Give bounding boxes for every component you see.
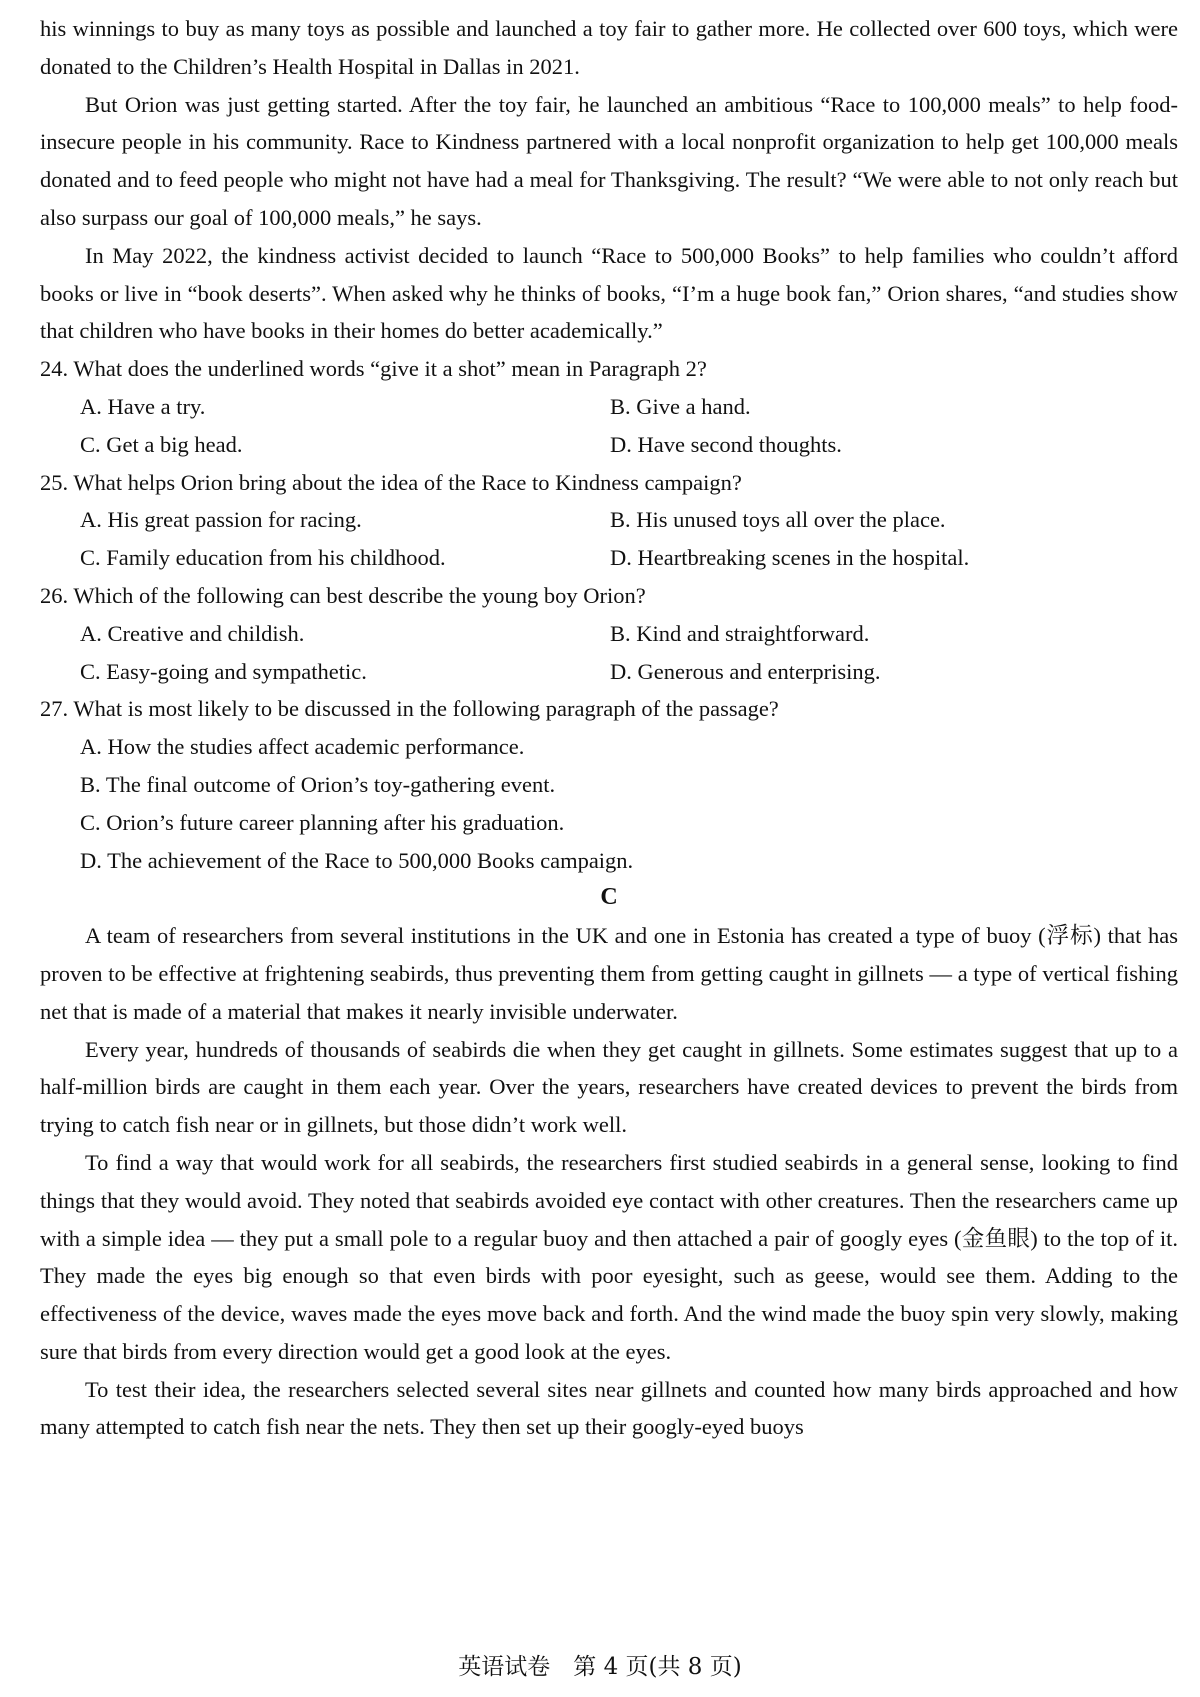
- passage-c-paragraph-4: To test their idea, the researchers selected several sites near gillnets and counted how many birds approached and how many attempted to catch fish near the nets. They then set up their googly-eyed buoys: [40, 1376, 1178, 1440]
- option-b: B. His unused toys all over the place.: [610, 507, 946, 533]
- option-d: D. Have second thoughts.: [610, 431, 842, 457]
- option-row: [40, 615, 1178, 653]
- option-row: [40, 388, 1178, 426]
- question-26: [40, 577, 1178, 690]
- option-c: C. Orion’s future career planning after his graduation.: [80, 809, 565, 835]
- option-row: [40, 426, 1178, 464]
- option-b: B. Kind and straightforward.: [610, 620, 870, 646]
- option-c: C. Family education from his childhood.: [80, 545, 446, 571]
- exam-page: [40, 10, 1178, 1446]
- page-footer: 英语试卷 第 4 页(共 8 页): [458, 1654, 742, 1680]
- option-d: D. The achievement of the Race to 500,000 Books campaign.: [80, 847, 634, 873]
- option-a: A. How the studies affect academic performance.: [80, 734, 525, 760]
- option-d: D. Generous and enterprising.: [610, 658, 881, 684]
- passage-b-paragraph-race-to-meals: But Orion was just getting started. After the toy fair, he launched an ambitious “Race to 100,000 meals” to help food-insecure people in his community. Race to Kindness partnered with a local nonprofit organization to help get 100,000 meals donated and to feed people who might not have had a meal for Thanksgiving. The result? “We were able to not only reach but also surpass our goal of 100,000 meals,” he says.: [40, 91, 1178, 230]
- passage-c-paragraph-1: A team of researchers from several institutions in the UK and one in Estonia has created a type of buoy (浮标) that has proven to be effective at frightening seabirds, thus preventing them from getting caught in gillnets — a type of vertical fishing net that is made of a material that makes it nearly invisible underwater.: [40, 923, 1178, 1024]
- option-row: [40, 539, 1178, 577]
- option-a: A. Have a try.: [80, 393, 206, 419]
- question-25: [40, 464, 1178, 577]
- passage-b-paragraph-race-to-books: In May 2022, the kindness activist decided to launch “Race to 500,000 Books” to help families who couldn’t afford books or live in “book deserts”. When asked why he thinks of books, “I’m a huge book fan,” Orion shares, “and studies show that children who have books in their homes do better academically.”: [40, 242, 1178, 344]
- option-a: A. His great passion for racing.: [80, 507, 362, 533]
- question-stem: 27. What is most likely to be discussed in the following paragraph of the passage?: [40, 696, 779, 722]
- passage-c-paragraph-3: To find a way that would work for all seabirds, the researchers first studied seabirds in a general sense, looking to find things that they would avoid. They noted that seabirds avoided eye contact with other creatures. Then the researchers came up with a simple idea — they put a small pole to a regular buoy and then attached a pair of googly eyes (金鱼眼) to the top of it. They made the eyes big enough so that even birds with poor eyesight, such as geese, would see them. Adding to the effectiveness of the device, waves made the eyes move back and forth. And the wind made the buoy spin very slowly, making sure that birds from every direction would get a good look at the eyes.: [40, 1149, 1178, 1364]
- passage-c-paragraph-2: Every year, hundreds of thousands of seabirds die when they get caught in gillnets. Some estimates suggest that up to a half-million birds are caught in them each year. Over the years, researchers have created devices to prevent the birds from trying to catch fish near or in gillnets, but those didn’t work well.: [40, 1036, 1178, 1138]
- option-c: C. Get a big head.: [80, 431, 243, 457]
- passage-b-paragraph-continued: his winnings to buy as many toys as possible and launched a toy fair to gather more. He collected over 600 toys, which were donated to the Children’s Health Hospital in Dallas in 2021.: [40, 16, 1178, 79]
- question-24: [40, 350, 1178, 463]
- option-row: [40, 501, 1178, 539]
- option-b: B. The final outcome of Orion’s toy-gathering event.: [80, 771, 556, 797]
- option-c: C. Easy-going and sympathetic.: [80, 658, 367, 684]
- section-heading-c: C: [600, 884, 618, 911]
- question-27: [40, 690, 1178, 879]
- question-stem: 24. What does the underlined words “give it a shot” mean in Paragraph 2?: [40, 356, 707, 382]
- question-stem: 26. Which of the following can best describe the young boy Orion?: [40, 582, 646, 608]
- option-b: B. Give a hand.: [610, 393, 751, 419]
- option-a: A. Creative and childish.: [80, 620, 305, 646]
- option-d: D. Heartbreaking scenes in the hospital.: [610, 545, 970, 571]
- question-stem: 25. What helps Orion bring about the idea of the Race to Kindness campaign?: [40, 469, 742, 495]
- option-row: [40, 653, 1178, 691]
